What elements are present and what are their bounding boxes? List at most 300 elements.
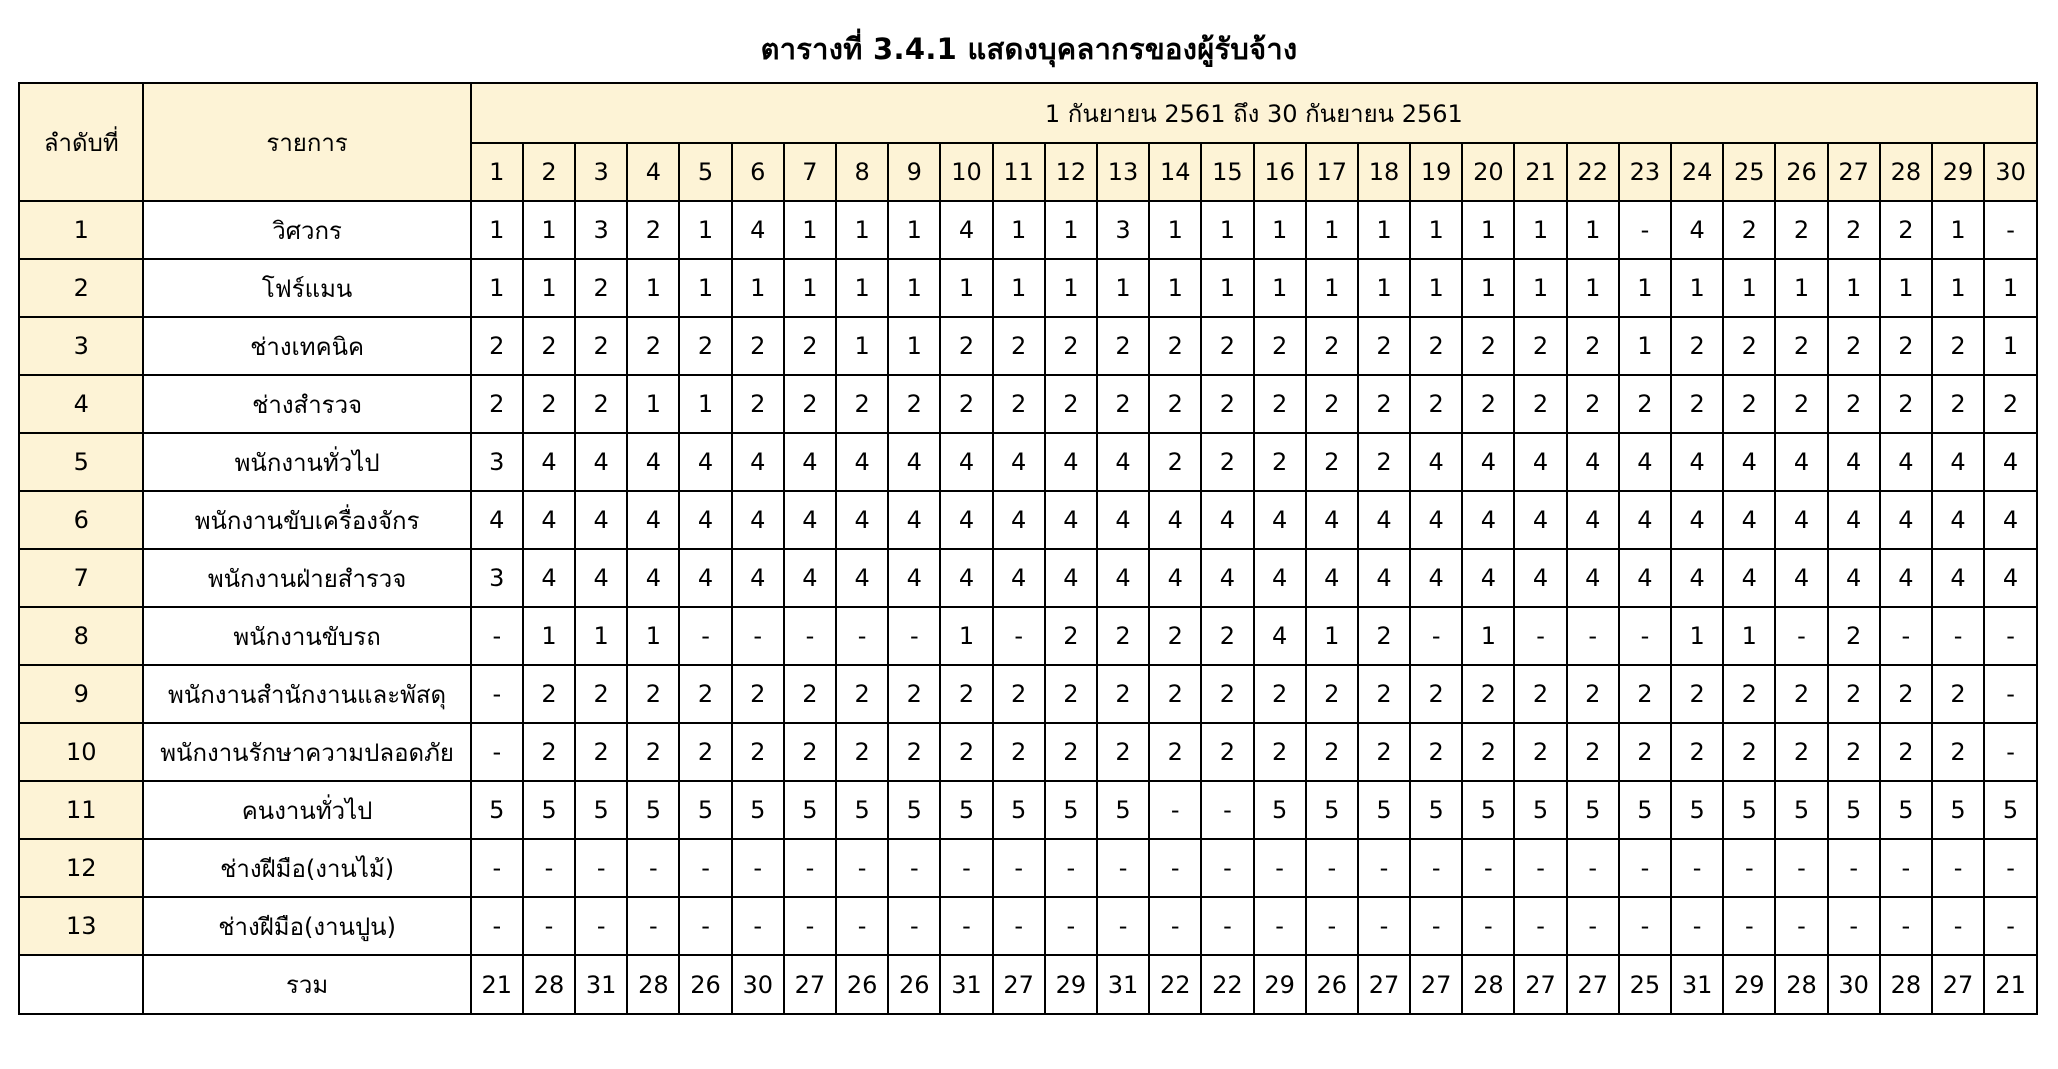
- day-value-cell: 1: [1567, 259, 1619, 317]
- total-value-cell: 30: [1828, 955, 1880, 1014]
- day-value-cell: 2: [1932, 665, 1984, 723]
- total-value-cell: 29: [1723, 955, 1775, 1014]
- day-value-cell: -: [1671, 897, 1723, 955]
- day-value-cell: -: [1306, 839, 1358, 897]
- day-value-cell: 2: [1462, 665, 1514, 723]
- day-header-5: 5: [679, 143, 731, 201]
- table-row: [19, 549, 2037, 607]
- day-value-cell: 4: [1254, 549, 1306, 607]
- day-value-cell: 2: [1045, 375, 1097, 433]
- table-row: [19, 723, 2037, 781]
- day-value-cell: 2: [836, 375, 888, 433]
- day-value-cell: -: [1410, 897, 1462, 955]
- day-value-cell: 2: [1619, 723, 1671, 781]
- day-header-27: 27: [1828, 143, 1880, 201]
- day-value-cell: 3: [575, 201, 627, 259]
- day-value-cell: 2: [575, 665, 627, 723]
- day-value-cell: 2: [1671, 375, 1723, 433]
- day-value-cell: 1: [1984, 259, 2037, 317]
- total-value-cell: 21: [471, 955, 523, 1014]
- day-value-cell: 2: [1306, 665, 1358, 723]
- day-value-cell: 2: [1358, 723, 1410, 781]
- day-value-cell: 2: [1775, 723, 1827, 781]
- day-value-cell: 2: [1201, 723, 1253, 781]
- day-value-cell: 4: [1306, 491, 1358, 549]
- day-value-cell: 4: [940, 491, 992, 549]
- day-value-cell: -: [575, 839, 627, 897]
- day-value-cell: 1: [1097, 259, 1149, 317]
- day-value-cell: 2: [888, 723, 940, 781]
- day-value-cell: 2: [1671, 665, 1723, 723]
- table-row: [19, 259, 2037, 317]
- day-value-cell: -: [1514, 897, 1566, 955]
- day-value-cell: 5: [627, 781, 679, 839]
- day-value-cell: 2: [784, 665, 836, 723]
- total-value-cell: 28: [1462, 955, 1514, 1014]
- day-value-cell: 4: [732, 549, 784, 607]
- day-value-cell: 5: [1567, 781, 1619, 839]
- day-value-cell: -: [1619, 201, 1671, 259]
- day-value-cell: -: [1828, 897, 1880, 955]
- day-value-cell: 2: [1567, 375, 1619, 433]
- day-value-cell: 4: [1201, 491, 1253, 549]
- day-header-19: 19: [1410, 143, 1462, 201]
- day-value-cell: 2: [523, 665, 575, 723]
- day-header-9: 9: [888, 143, 940, 201]
- day-value-cell: -: [1723, 897, 1775, 955]
- day-header-20: 20: [1462, 143, 1514, 201]
- day-value-cell: 2: [836, 723, 888, 781]
- total-value-cell: 26: [888, 955, 940, 1014]
- day-value-cell: 2: [1306, 723, 1358, 781]
- table-row: [19, 375, 2037, 433]
- day-value-cell: 2: [1514, 723, 1566, 781]
- day-header-17: 17: [1306, 143, 1358, 201]
- day-value-cell: -: [784, 607, 836, 665]
- day-value-cell: 5: [679, 781, 731, 839]
- day-header-1: 1: [471, 143, 523, 201]
- day-value-cell: 2: [1306, 317, 1358, 375]
- day-value-cell: 1: [627, 259, 679, 317]
- day-value-cell: 4: [836, 433, 888, 491]
- day-value-cell: 2: [1306, 433, 1358, 491]
- day-value-cell: -: [1775, 607, 1827, 665]
- total-value-cell: 22: [1149, 955, 1201, 1014]
- day-value-cell: 1: [1671, 259, 1723, 317]
- day-value-cell: 4: [1619, 491, 1671, 549]
- day-header-29: 29: [1932, 143, 1984, 201]
- day-value-cell: 2: [679, 665, 731, 723]
- day-value-cell: -: [1045, 839, 1097, 897]
- day-value-cell: 4: [1932, 549, 1984, 607]
- total-value-cell: 26: [836, 955, 888, 1014]
- row-number: 13: [19, 897, 143, 955]
- day-value-cell: 4: [784, 433, 836, 491]
- day-value-cell: -: [1723, 839, 1775, 897]
- day-value-cell: 1: [1045, 201, 1097, 259]
- day-value-cell: -: [1097, 839, 1149, 897]
- day-value-cell: 2: [1723, 665, 1775, 723]
- total-value-cell: 31: [1097, 955, 1149, 1014]
- day-value-cell: 4: [836, 491, 888, 549]
- day-value-cell: 1: [523, 259, 575, 317]
- row-number: 7: [19, 549, 143, 607]
- day-value-cell: -: [1149, 839, 1201, 897]
- day-value-cell: 2: [1828, 317, 1880, 375]
- day-value-cell: -: [732, 897, 784, 955]
- day-value-cell: 4: [1567, 433, 1619, 491]
- table-row: [19, 781, 2037, 839]
- day-value-cell: 1: [888, 317, 940, 375]
- day-value-cell: 2: [1567, 317, 1619, 375]
- day-header-21: 21: [1514, 143, 1566, 201]
- day-value-cell: 2: [471, 317, 523, 375]
- day-header-12: 12: [1045, 143, 1097, 201]
- day-value-cell: 4: [1514, 549, 1566, 607]
- day-value-cell: 2: [1358, 317, 1410, 375]
- day-value-cell: 2: [679, 317, 731, 375]
- day-value-cell: 1: [940, 259, 992, 317]
- day-value-cell: -: [1567, 607, 1619, 665]
- day-value-cell: 1: [888, 259, 940, 317]
- day-value-cell: 2: [1462, 375, 1514, 433]
- day-value-cell: 1: [471, 259, 523, 317]
- day-value-cell: 2: [1880, 723, 1932, 781]
- day-value-cell: 4: [836, 549, 888, 607]
- day-value-cell: 2: [1723, 317, 1775, 375]
- day-value-cell: -: [888, 607, 940, 665]
- day-value-cell: 2: [888, 375, 940, 433]
- day-value-cell: -: [1410, 607, 1462, 665]
- day-value-cell: 4: [1462, 433, 1514, 491]
- day-value-cell: 2: [1045, 665, 1097, 723]
- day-value-cell: 4: [1462, 549, 1514, 607]
- total-value-cell: 25: [1619, 955, 1671, 1014]
- total-value-cell: 27: [1410, 955, 1462, 1014]
- total-value-cell: 30: [732, 955, 784, 1014]
- day-value-cell: -: [1149, 897, 1201, 955]
- day-value-cell: 4: [993, 549, 1045, 607]
- day-value-cell: -: [1828, 839, 1880, 897]
- row-item-name: ช่างสำรวจ: [143, 375, 470, 433]
- day-value-cell: 4: [1723, 549, 1775, 607]
- day-value-cell: 4: [1984, 491, 2037, 549]
- day-value-cell: -: [784, 897, 836, 955]
- day-value-cell: -: [784, 839, 836, 897]
- day-value-cell: 1: [993, 201, 1045, 259]
- day-value-cell: -: [1567, 897, 1619, 955]
- day-value-cell: 1: [940, 607, 992, 665]
- day-value-cell: -: [993, 607, 1045, 665]
- day-value-cell: 5: [1671, 781, 1723, 839]
- day-value-cell: 4: [1410, 549, 1462, 607]
- day-value-cell: 2: [1514, 665, 1566, 723]
- day-value-cell: 2: [1097, 375, 1149, 433]
- day-value-cell: 1: [784, 259, 836, 317]
- day-value-cell: 2: [1932, 723, 1984, 781]
- day-value-cell: 2: [1775, 317, 1827, 375]
- day-value-cell: -: [471, 723, 523, 781]
- row-item-name: โฟร์แมน: [143, 259, 470, 317]
- day-value-cell: 2: [1254, 317, 1306, 375]
- day-value-cell: 1: [1619, 259, 1671, 317]
- row-item-name: ช่างเทคนิค: [143, 317, 470, 375]
- table-row: [19, 317, 2037, 375]
- day-value-cell: 2: [575, 723, 627, 781]
- day-value-cell: 2: [1514, 375, 1566, 433]
- day-value-cell: 3: [1097, 201, 1149, 259]
- day-value-cell: 1: [836, 259, 888, 317]
- day-value-cell: -: [1254, 897, 1306, 955]
- day-value-cell: 1: [1045, 259, 1097, 317]
- total-value-cell: 27: [1932, 955, 1984, 1014]
- day-value-cell: 5: [940, 781, 992, 839]
- day-value-cell: 2: [1410, 375, 1462, 433]
- day-value-cell: 4: [679, 491, 731, 549]
- day-header-11: 11: [993, 143, 1045, 201]
- day-header-14: 14: [1149, 143, 1201, 201]
- day-value-cell: -: [1932, 839, 1984, 897]
- day-value-cell: 2: [1254, 375, 1306, 433]
- day-value-cell: -: [523, 897, 575, 955]
- day-value-cell: 1: [627, 607, 679, 665]
- day-value-cell: 4: [1462, 491, 1514, 549]
- day-value-cell: 4: [523, 491, 575, 549]
- day-value-cell: 5: [888, 781, 940, 839]
- day-value-cell: 4: [1880, 491, 1932, 549]
- day-value-cell: 1: [1775, 259, 1827, 317]
- day-value-cell: 4: [471, 491, 523, 549]
- day-value-cell: 2: [1567, 665, 1619, 723]
- day-value-cell: 1: [523, 201, 575, 259]
- day-value-cell: 2: [679, 723, 731, 781]
- day-value-cell: 4: [1828, 491, 1880, 549]
- day-value-cell: 4: [575, 491, 627, 549]
- day-value-cell: 2: [1410, 317, 1462, 375]
- day-value-cell: 4: [1984, 433, 2037, 491]
- day-value-cell: 2: [993, 317, 1045, 375]
- day-value-cell: -: [1201, 839, 1253, 897]
- day-value-cell: 2: [1514, 317, 1566, 375]
- day-value-cell: 4: [1567, 491, 1619, 549]
- day-value-cell: -: [471, 839, 523, 897]
- day-value-cell: 4: [575, 433, 627, 491]
- day-value-cell: -: [1984, 839, 2037, 897]
- day-value-cell: 2: [1149, 607, 1201, 665]
- day-header-23: 23: [1619, 143, 1671, 201]
- day-value-cell: 2: [627, 201, 679, 259]
- day-value-cell: 4: [993, 433, 1045, 491]
- day-value-cell: -: [1201, 897, 1253, 955]
- day-value-cell: -: [1671, 839, 1723, 897]
- day-value-cell: 4: [1671, 491, 1723, 549]
- day-header-26: 26: [1775, 143, 1827, 201]
- day-value-cell: 1: [1358, 201, 1410, 259]
- day-value-cell: 4: [627, 491, 679, 549]
- day-value-cell: 5: [1984, 781, 2037, 839]
- day-value-cell: 4: [1358, 491, 1410, 549]
- total-value-cell: 27: [993, 955, 1045, 1014]
- day-value-cell: -: [836, 607, 888, 665]
- day-value-cell: 2: [732, 665, 784, 723]
- day-value-cell: -: [471, 897, 523, 955]
- day-value-cell: 4: [1097, 433, 1149, 491]
- row-item-name: คนงานทั่วไป: [143, 781, 470, 839]
- day-value-cell: -: [1462, 897, 1514, 955]
- day-value-cell: -: [679, 607, 731, 665]
- day-value-cell: 2: [1149, 433, 1201, 491]
- day-header-25: 25: [1723, 143, 1775, 201]
- day-value-cell: 2: [1201, 433, 1253, 491]
- day-value-cell: -: [471, 665, 523, 723]
- day-value-cell: 4: [1880, 433, 1932, 491]
- table-row: [19, 665, 2037, 723]
- day-value-cell: 2: [1828, 607, 1880, 665]
- day-value-cell: 4: [1201, 549, 1253, 607]
- day-value-cell: -: [1619, 897, 1671, 955]
- day-value-cell: 5: [732, 781, 784, 839]
- total-value-cell: 31: [1671, 955, 1723, 1014]
- day-value-cell: -: [836, 897, 888, 955]
- day-value-cell: 5: [1410, 781, 1462, 839]
- day-value-cell: 1: [836, 201, 888, 259]
- day-value-cell: 2: [523, 375, 575, 433]
- row-item-name: วิศวกร: [143, 201, 470, 259]
- day-value-cell: 4: [1254, 607, 1306, 665]
- day-value-cell: 2: [523, 723, 575, 781]
- day-value-cell: 2: [1149, 375, 1201, 433]
- day-value-cell: 2: [1097, 723, 1149, 781]
- total-value-cell: 27: [784, 955, 836, 1014]
- total-value-cell: 27: [1567, 955, 1619, 1014]
- day-value-cell: 2: [1880, 201, 1932, 259]
- day-value-cell: -: [1984, 723, 2037, 781]
- day-header-2: 2: [523, 143, 575, 201]
- day-value-cell: 4: [627, 433, 679, 491]
- day-value-cell: 4: [1671, 433, 1723, 491]
- day-value-cell: 2: [836, 665, 888, 723]
- day-value-cell: 3: [471, 433, 523, 491]
- day-value-cell: 1: [679, 375, 731, 433]
- day-value-cell: 1: [575, 607, 627, 665]
- day-value-cell: 4: [993, 491, 1045, 549]
- table-row: [19, 201, 2037, 259]
- total-value-cell: 26: [1306, 955, 1358, 1014]
- day-value-cell: -: [1567, 839, 1619, 897]
- day-value-cell: -: [679, 839, 731, 897]
- day-value-cell: 1: [1462, 607, 1514, 665]
- total-value-cell: 27: [1358, 955, 1410, 1014]
- day-value-cell: 1: [1254, 201, 1306, 259]
- day-value-cell: 2: [1775, 201, 1827, 259]
- day-value-cell: 2: [1828, 201, 1880, 259]
- day-value-cell: 2: [1306, 375, 1358, 433]
- day-value-cell: 4: [940, 433, 992, 491]
- day-value-cell: -: [471, 607, 523, 665]
- day-value-cell: 5: [1306, 781, 1358, 839]
- day-value-cell: -: [1514, 839, 1566, 897]
- day-value-cell: 2: [993, 375, 1045, 433]
- day-value-cell: -: [1097, 897, 1149, 955]
- day-value-cell: 2: [1045, 607, 1097, 665]
- row-number: 5: [19, 433, 143, 491]
- day-value-cell: 2: [1358, 607, 1410, 665]
- day-value-cell: 1: [732, 259, 784, 317]
- row-item-name: พนักงานทั่วไป: [143, 433, 470, 491]
- day-value-cell: 2: [940, 375, 992, 433]
- day-value-cell: 1: [1723, 607, 1775, 665]
- header-item: รายการ: [143, 83, 470, 201]
- day-value-cell: 1: [1306, 259, 1358, 317]
- day-value-cell: 2: [940, 723, 992, 781]
- staff-table: [18, 82, 2038, 1015]
- day-value-cell: 5: [1775, 781, 1827, 839]
- day-value-cell: -: [1462, 839, 1514, 897]
- day-value-cell: 2: [1201, 665, 1253, 723]
- day-value-cell: 5: [1723, 781, 1775, 839]
- table-row: [19, 839, 2037, 897]
- day-value-cell: 2: [1671, 723, 1723, 781]
- day-value-cell: 4: [784, 549, 836, 607]
- day-value-cell: -: [1306, 897, 1358, 955]
- day-value-cell: 2: [784, 375, 836, 433]
- header-no: ลำดับที่: [19, 83, 143, 201]
- day-value-cell: 2: [1097, 665, 1149, 723]
- row-item-name: พนักงานรักษาความปลอดภัย: [143, 723, 470, 781]
- day-value-cell: 4: [732, 201, 784, 259]
- day-value-cell: 4: [1045, 433, 1097, 491]
- day-value-cell: 2: [1567, 723, 1619, 781]
- day-value-cell: -: [940, 897, 992, 955]
- day-value-cell: 1: [1619, 317, 1671, 375]
- day-value-cell: -: [836, 839, 888, 897]
- day-value-cell: 4: [1723, 491, 1775, 549]
- day-value-cell: 4: [732, 491, 784, 549]
- row-item-name: พนักงานสำนักงานและพัสดุ: [143, 665, 470, 723]
- day-header-30: 30: [1984, 143, 2037, 201]
- row-item-name: ช่างฝีมือ(งานปูน): [143, 897, 470, 955]
- day-value-cell: 4: [1723, 433, 1775, 491]
- total-value-cell: 29: [1254, 955, 1306, 1014]
- day-value-cell: 1: [1514, 201, 1566, 259]
- total-value-cell: 28: [627, 955, 679, 1014]
- day-value-cell: -: [627, 897, 679, 955]
- day-value-cell: 2: [1775, 375, 1827, 433]
- day-value-cell: -: [1880, 897, 1932, 955]
- day-value-cell: 2: [1358, 433, 1410, 491]
- day-value-cell: 2: [732, 317, 784, 375]
- day-value-cell: 5: [471, 781, 523, 839]
- day-value-cell: 1: [1671, 607, 1723, 665]
- total-value-cell: 27: [1514, 955, 1566, 1014]
- day-value-cell: 2: [1462, 317, 1514, 375]
- day-value-cell: 4: [1671, 201, 1723, 259]
- day-value-cell: 4: [1514, 491, 1566, 549]
- day-value-cell: 1: [471, 201, 523, 259]
- day-value-cell: 4: [1254, 491, 1306, 549]
- total-value-cell: 31: [940, 955, 992, 1014]
- total-label: รวม: [143, 955, 470, 1014]
- day-value-cell: 1: [1358, 259, 1410, 317]
- day-value-cell: 4: [1410, 433, 1462, 491]
- day-value-cell: 1: [679, 259, 731, 317]
- day-value-cell: -: [1984, 607, 2037, 665]
- day-value-cell: 2: [1880, 665, 1932, 723]
- day-value-cell: 5: [1828, 781, 1880, 839]
- day-value-cell: -: [523, 839, 575, 897]
- day-value-cell: 4: [575, 549, 627, 607]
- day-value-cell: 2: [1201, 607, 1253, 665]
